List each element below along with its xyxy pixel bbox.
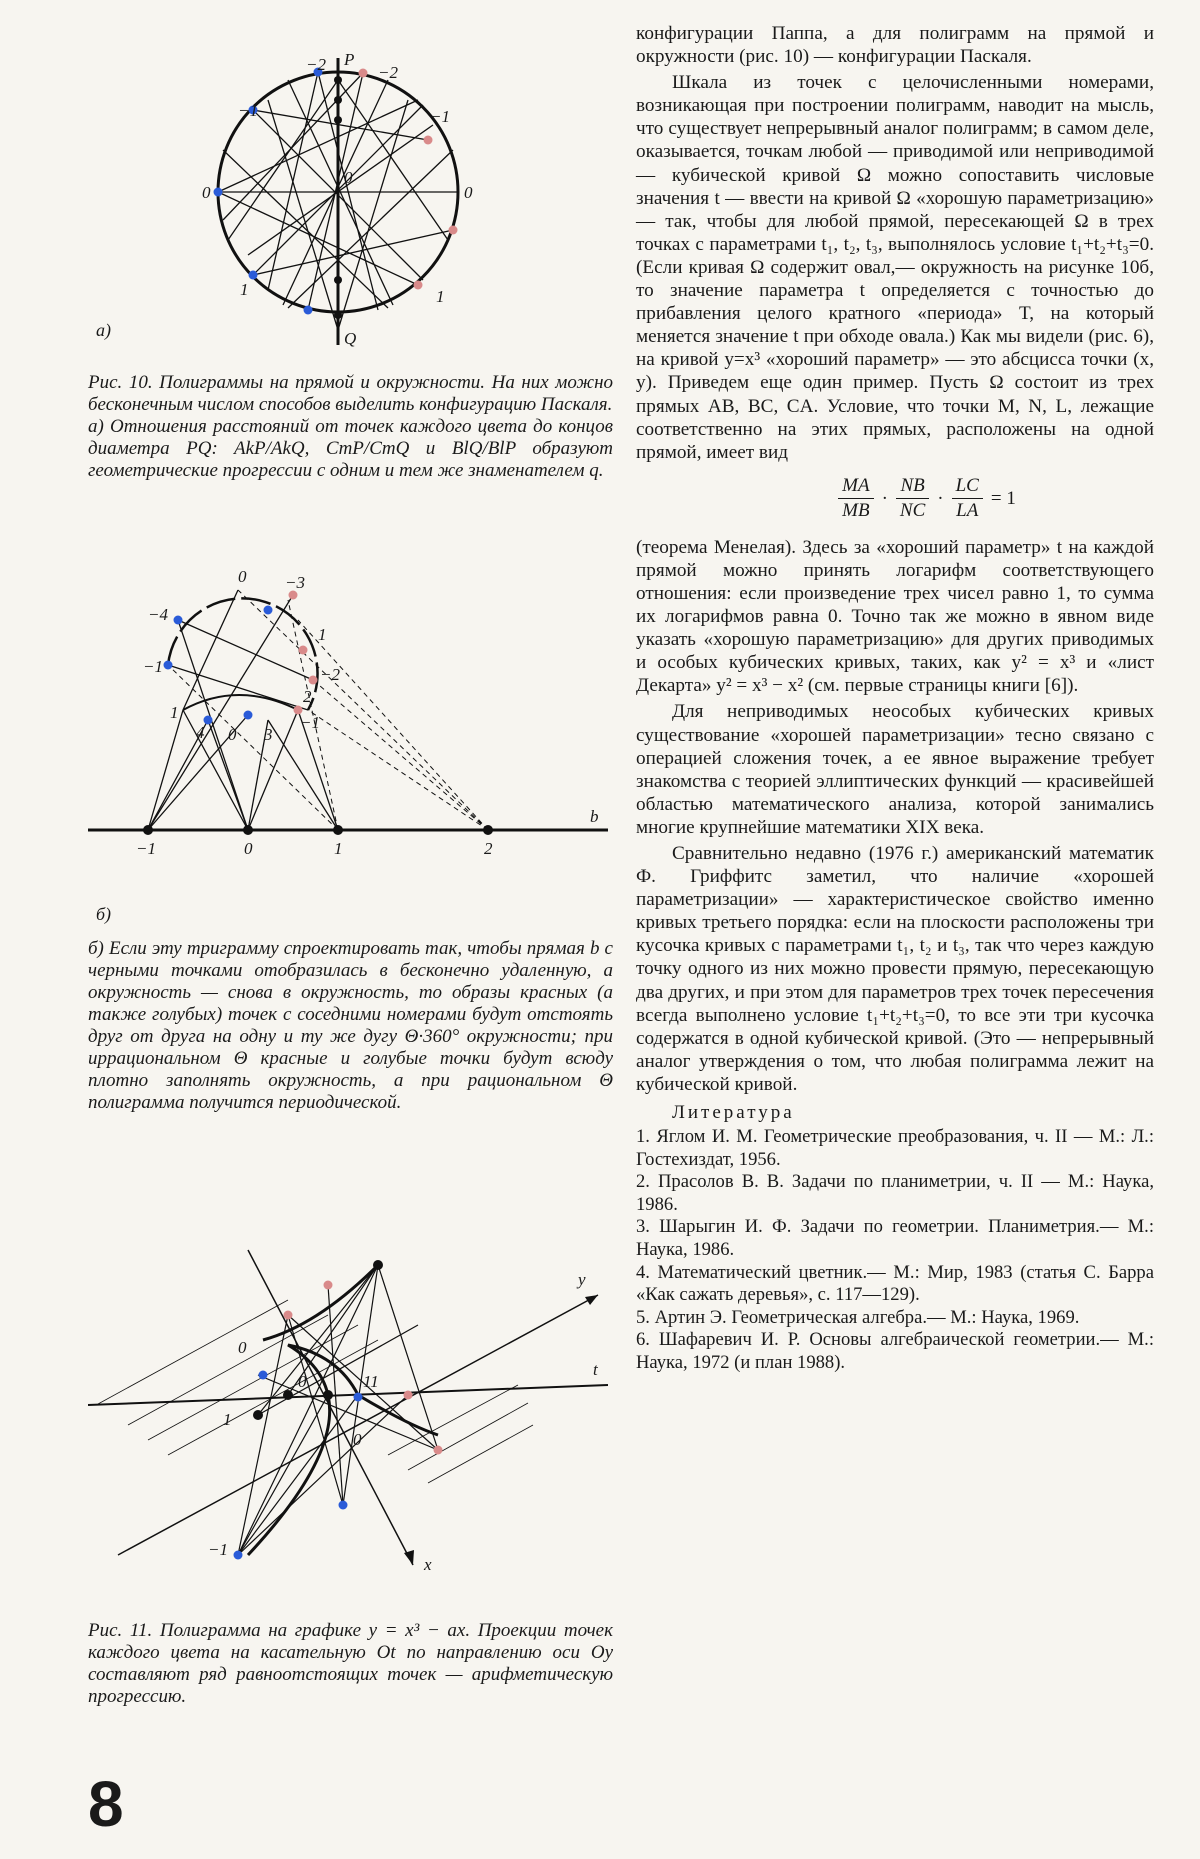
page-number: 8 (88, 1768, 124, 1840)
dot-operator: · (937, 487, 944, 509)
label-1-right: 1 (436, 287, 445, 306)
label-1-left: 1 (223, 1410, 232, 1429)
red-point (449, 226, 458, 235)
blue-point (354, 1393, 363, 1402)
label-minus2-left: −2 (306, 55, 326, 74)
numerator: MA (838, 474, 873, 499)
black-point (334, 76, 342, 84)
label-0-top: 0 (238, 567, 247, 586)
blue-point (244, 711, 253, 720)
figure-10b (88, 560, 608, 860)
fig10-caption-a: а) Отношения расстояний от точек каждого цвета до концов диаметра PQ: AkP/AkQ, CmP/CmQ и BlQ/BlP образуют геометрические прогрессии с одним и тем же знаменателем q. (88, 416, 613, 481)
fig10-sublabel-b: б) (96, 904, 112, 924)
label-axis-2: 2 (484, 839, 493, 858)
literature-heading: Литература (672, 1102, 795, 1124)
label-1-inner: 1 (170, 703, 179, 722)
fig11-points (234, 1260, 443, 1560)
label-3-inner: 3 (264, 725, 273, 744)
blue-point (304, 306, 313, 315)
fig11-chords (238, 1265, 438, 1555)
blue-point (174, 616, 183, 625)
red-point (324, 1281, 333, 1290)
paragraph-2: Шкала из точек с целочисленными номерами, возникающая при построении полиграмм, наводит на мысль, что существует непрерывный аналог полиграмм; в самом деле, оказывается, точкам любой — приводимой или неприводимой — кубической кривой Ω можно сопоставить числовые значения t — ввести на кривой Ω «хорошую параметризацию» — так, чтобы для любой прямой, пересекающей Ω в трех точках с параметрами t₁, t₂, t₃, выполнялось условие t₁+t₂+t₃=0. (Если кривая Ω содержит овал,— окружность на рисунке 10б, то значение параметра t определяется с точностью до прибавления целого кратного «периода» T, на который меняется значение t при обходе овала.) Как мы видели (рис. 6), на кривой y=x³ «хороший параметр» — это абсцисса точки (x, y). Приведем еще один пример. Пусть Ω состоит из трех прямых AB, BC, CA. Условие, что точки M, N, L, лежащие соответственно на этих прямых, расположены на одной прямой, имеет вид (636, 72, 1154, 463)
black-point (253, 1410, 263, 1420)
label-axis-0: 0 (244, 839, 253, 858)
black-point (283, 1390, 293, 1400)
red-point (414, 281, 423, 290)
black-point (333, 825, 343, 835)
label-2: 2 (303, 687, 312, 706)
label-axis-x: x (424, 1555, 432, 1574)
black-point (483, 825, 493, 835)
black-point (334, 311, 342, 319)
numerator: NB (896, 474, 928, 499)
literature-list (636, 1126, 1154, 1375)
black-point (323, 1390, 333, 1400)
black-point (373, 1260, 383, 1270)
numerator: LC (952, 474, 983, 499)
fig10b-caption (88, 938, 613, 1114)
paragraph-1: конфигурации Паппа, а для полиграмм на прямой и окружности (рис. 10) — конфигурации Паскаля. (636, 23, 1154, 68)
label-0-upper: 0 (238, 1338, 247, 1357)
black-point (334, 116, 342, 124)
label-0-lower: 0 (353, 1430, 362, 1449)
label-axis-t: t (593, 1360, 598, 1379)
reference-item: 5. Артин Э. Геометрическая алгебра.— М.: Наука, 1969. (636, 1306, 1080, 1328)
red-point (309, 676, 318, 685)
blue-point (234, 1551, 243, 1560)
fig11-projection-lines (98, 1300, 533, 1483)
black-point (243, 825, 253, 835)
reference-item: 6. Шафаревич И. Р. Основы алгебраической геометрии.— М.: Наука, 1972 (и план 1988). (636, 1329, 1154, 1373)
fraction-ma-mb (838, 474, 873, 523)
label-minus4: −4 (148, 605, 168, 624)
blue-point (164, 661, 173, 670)
reference-item: 1. Яглом И. М. Геометрические преобразования, ч. II — М.: Л.: Гостехиздат, 1956. (636, 1126, 1154, 1170)
label-0-inner: 0 (228, 725, 237, 744)
blue-point (249, 271, 258, 280)
label-1-left: 1 (240, 280, 249, 299)
label-0-left: 0 (202, 183, 211, 202)
fig11-caption-text: Рис. 11. Полиграмма на графике y = x³ − ax. Проекции точек каждого цвета на касательную Ot по направлению оси Oy составляют ряд равноотстоящих точек — арифметическую прогрессию. (88, 1620, 613, 1707)
menelaus-formula (696, 468, 1154, 530)
red-point (284, 1311, 293, 1320)
paragraph-3: (теорема Менелая). Здесь за «хороший параметр» t на каждой прямой можно принять логарифм соответствующего отношения: если произведение трех чисел равно 1, то сумма их логарифмов равна 0. Точно так же можно в явном виде указать «хорошую параметризацию» для других приводимых и особых кубических кривых, таких, как y² = x³ и «лист Декарта» y² = x³ − x² (см. первые страницы книги [6]). (636, 536, 1154, 697)
reference-item: 4. Математический цветник.— М.: Мир, 1983 (статья С. Барра «Как сажать деревья», с. 117—129). (636, 1261, 1154, 1306)
denominator: MB (842, 500, 870, 522)
label-minus1-right: −1 (430, 107, 450, 126)
denominator: NC (899, 500, 926, 522)
denominator: LA (956, 500, 979, 522)
fig10-caption-main: Рис. 10. Полиграммы на прямой и окружности. На них можно бесконечным числом способов выделить конфигурацию Паскаля. (88, 372, 613, 415)
label-axis-1: 1 (334, 839, 343, 858)
fig10b-small-arc (183, 695, 298, 710)
figure-11-svg (88, 1225, 608, 1585)
label-11: 11 (363, 1372, 379, 1391)
label-axis-y: y (578, 1270, 586, 1289)
fig11-caption (88, 1620, 613, 1708)
blue-point (259, 1371, 268, 1380)
label-minus1-inner: −1 (300, 713, 320, 732)
equals-one: = 1 (990, 487, 1016, 509)
fig10-caption (88, 372, 613, 482)
blue-point (339, 1501, 348, 1510)
fig10-sublabel-a: а) (96, 320, 111, 340)
label-Q: Q (344, 329, 357, 348)
label-minus2-right: −2 (378, 63, 398, 82)
fraction-nb-nc (896, 474, 929, 523)
label-0-center: 0 (298, 1372, 307, 1391)
black-point (143, 825, 153, 835)
black-point (334, 276, 342, 284)
label-axis-b: b (590, 807, 599, 826)
figure-10b-svg (88, 560, 608, 860)
label-4-inner: 4 (196, 723, 205, 742)
label-0-right: 0 (464, 183, 473, 202)
blue-point (264, 606, 273, 615)
fraction-lc-la (952, 474, 983, 523)
red-point (434, 1446, 443, 1455)
dot-operator: · (881, 487, 888, 509)
reference-item: 2. Прасолов В. В. Задачи по планиметрии, ч. II — М.: Наука, 1986. (636, 1171, 1154, 1215)
label-minus1-left: −1 (238, 101, 258, 120)
label-1-top: 1 (318, 625, 327, 644)
label-minus3: −3 (285, 573, 305, 592)
paragraph-5: Сравнительно недавно (1976 г.) американский математик Ф. Гриффитс заметил, что наличие «хорошей параметризации» — характеристическое свойство именно кривых третьего порядка: если на плоскости расположены три кусочка кривых с параметрами t₁, t₂ и t₃, так что через каждую точку одного из них можно провести прямую, пересекающую два других, и при этом для параметров трех точек пересечения всегда выполнено условие t₁+t₂+t₃=0, то все эти три кусочка содержатся в одной кубической кривой. (Это — непрерывный аналог утверждения о том, что любая полиграмма лежит на кубической кривой. (636, 843, 1154, 1095)
paragraph-4: Для неприводимых неособых кубических кривых существование «хорошей параметризации» тесно связано с операцией сложения точек, а ее явное выражение требует знакомства с теорией эллиптических функций — красивейшей областью математического анализа, которой занимались многие крупнейшие математики XIX века. (636, 701, 1154, 838)
label-minus2: −2 (320, 665, 340, 684)
blue-point (204, 716, 213, 725)
blue-point (214, 188, 223, 197)
label-axis-minus1: −1 (136, 839, 156, 858)
fig10b-caption-text: б) Если эту триграмму спроектировать так, чтобы прямая b с черными точками отобразилась в бесконечно удаленную, а окружность — снова в окружность, то образы красных (а также голубых) точек с соседними номерами будут отстоять друг от друга на одну и ту же дугу Θ·360° окружности; при иррациональном Θ красные и голубые точки будут всюду плотно заполнять окружность, а при рациональном Θ полиграмма получится периодической. (88, 938, 613, 1113)
fig10b-dashed-lines (168, 590, 488, 830)
red-point (359, 69, 368, 78)
red-point (299, 646, 308, 655)
reference-item: 3. Шарыгин И. Ф. Задачи по геометрии. Планиметрия.— М.: Наука, 1986. (636, 1216, 1154, 1260)
right-column (636, 22, 1154, 1375)
black-point (334, 96, 342, 104)
axis-y (118, 1295, 598, 1555)
figure-10a (88, 40, 488, 360)
figure-11 (88, 1225, 608, 1585)
axis-t (88, 1385, 608, 1405)
figure-10a-svg (88, 40, 488, 360)
label-minus1: −1 (208, 1540, 228, 1559)
red-point (424, 136, 433, 145)
label-0-center: 0 (344, 168, 353, 187)
label-minus1-left: −1 (143, 657, 163, 676)
label-P: P (344, 50, 355, 69)
red-point (404, 1391, 413, 1400)
axis-y-arrow (585, 1295, 598, 1305)
